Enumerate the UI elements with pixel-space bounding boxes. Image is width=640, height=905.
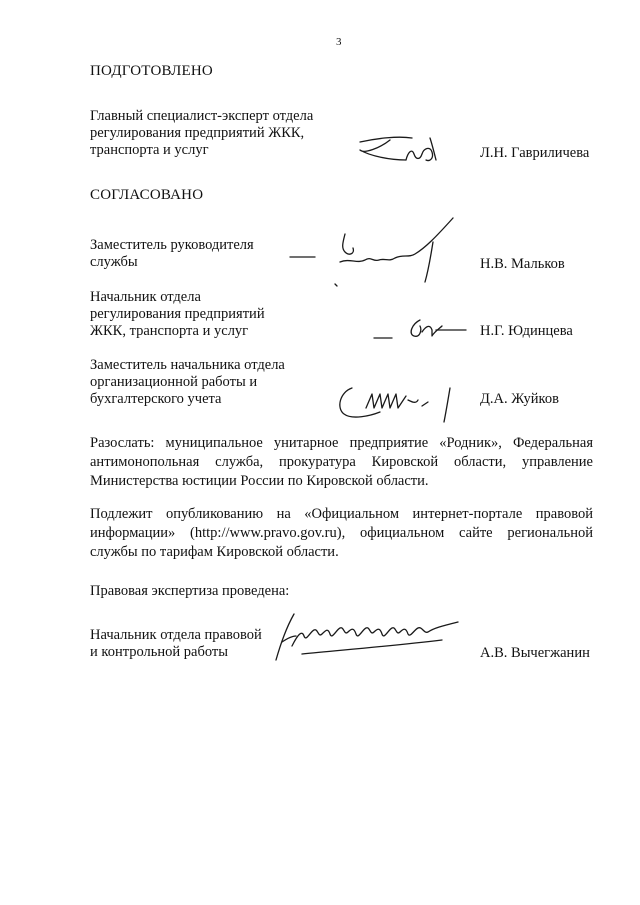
legal-review-name: А.В. Вычегжанин <box>480 645 590 661</box>
signature-yudintseva <box>370 312 470 346</box>
agreed-heading: СОГЛАСОВАНО <box>90 187 204 203</box>
position-line: ЖКК, транспорта и услуг <box>90 323 249 339</box>
signer-1-position <box>90 237 254 271</box>
signer-3-position <box>90 357 285 408</box>
signature-malkov <box>285 212 465 292</box>
position-line: Заместитель руководителя <box>90 237 254 253</box>
position-line: транспорта и услуг <box>90 142 209 158</box>
signer-3-name: Д.А. Жуйков <box>480 391 559 407</box>
position-line: и контрольной работы <box>90 644 228 660</box>
signature-gavrilicheva <box>350 130 450 172</box>
legal-review-position <box>90 627 262 661</box>
position-line: регулирования предприятий <box>90 306 265 322</box>
prepared-position <box>90 108 313 159</box>
publication-paragraph: Подлежит опубликованию на «Официальном интернет-портале правовой информации» (http://www.pravo.gov.ru), официальном сайте региональной службы по тарифам Кировской области. <box>90 506 593 560</box>
position-line: Начальник отдела <box>90 289 201 305</box>
signature-zhuykov <box>330 378 470 426</box>
signer-2-name: Н.Г. Юдинцева <box>480 323 573 339</box>
signer-1-name: Н.В. Мальков <box>480 256 565 272</box>
position-line: бухгалтерского учета <box>90 391 222 407</box>
prepared-name: Л.Н. Гавриличева <box>480 145 590 161</box>
signer-2-position <box>90 289 265 340</box>
position-line: Заместитель начальника отдела <box>90 357 285 373</box>
page-number: 3 <box>336 36 342 48</box>
position-line: Начальник отдела правовой <box>90 627 262 643</box>
position-line: регулирования предприятий ЖКК, <box>90 125 305 141</box>
position-line: организационной работы и <box>90 374 258 390</box>
prepared-heading: ПОДГОТОВЛЕНО <box>90 63 213 79</box>
position-line: службы <box>90 254 138 270</box>
signature-vychegzhanin <box>262 606 462 666</box>
legal-review-statement: Правовая экспертиза проведена: <box>90 583 290 599</box>
distribution-paragraph: Разослать: муниципальное унитарное предприятие «Родник», Федеральная антимонопольная служба, прокуратура Кировской области, управление Министерства юстиции России по Кировской области. <box>90 435 593 489</box>
position-line: Главный специалист-эксперт отдела <box>90 108 314 124</box>
